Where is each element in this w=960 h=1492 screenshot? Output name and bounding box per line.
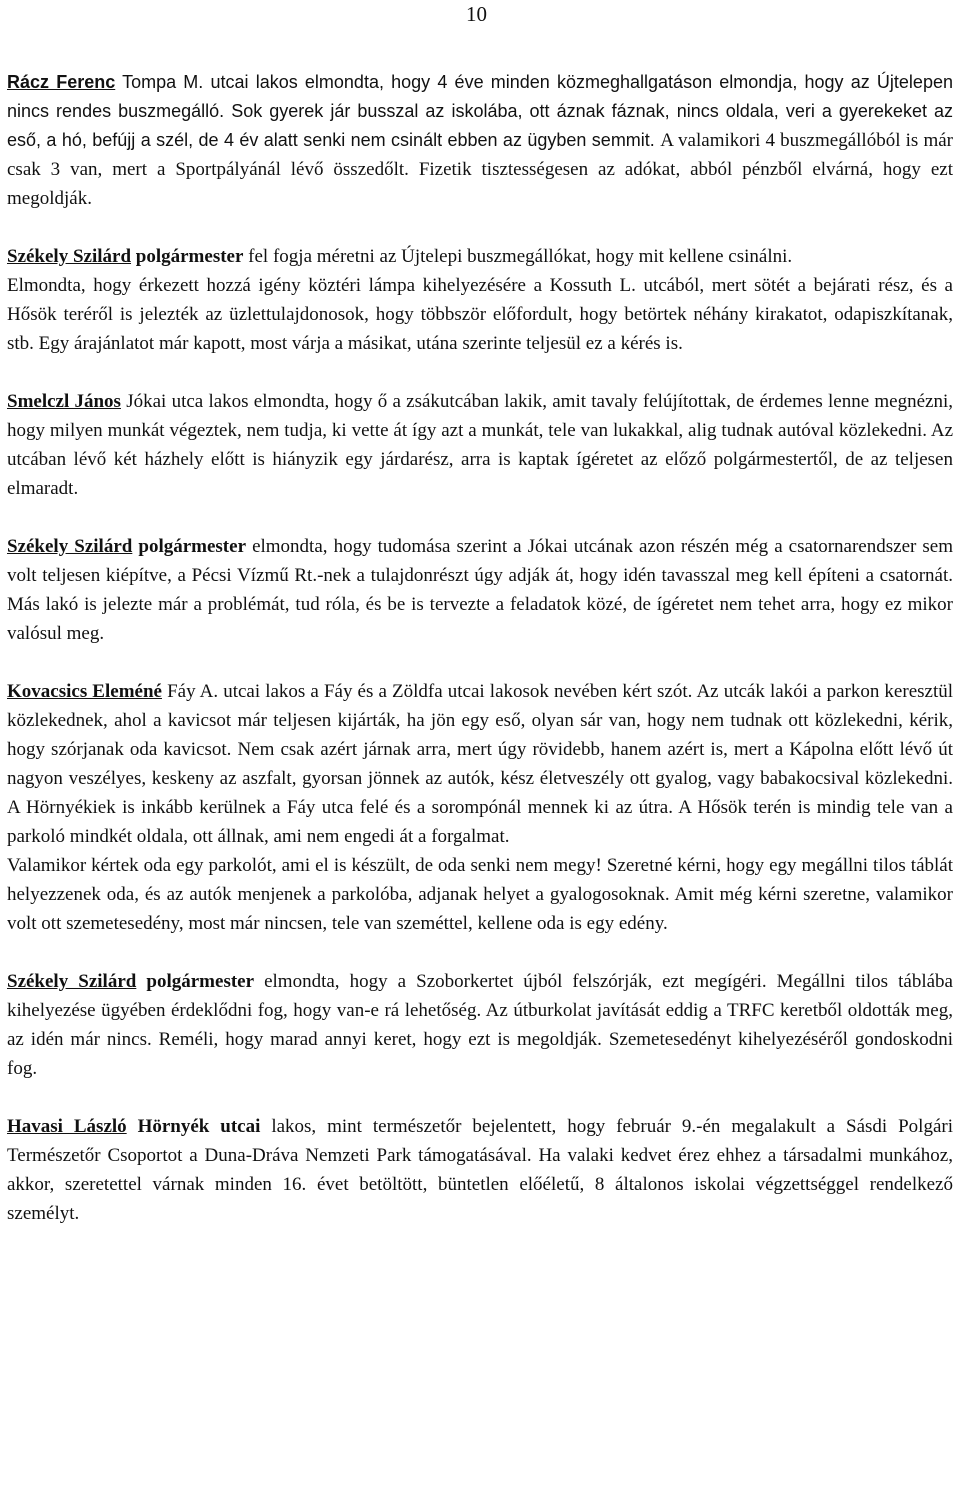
document-body (7, 68, 953, 1228)
paragraph-text: elmondta, hogy a Szoborkertet újból felszórják, ezt megígéri. Megállni tilos táblába kihelyezése ügyében érdeklődni fog, hogy van-e rá lehetőség. Az útburkolat javítását eddig a TRFC keretből oldották meg, az idén már nincs. Reméli, hogy marad annyi keret, hogy ezt is megoldják. Szemetesedényt kihelyezéséről gondoskodni fog. (7, 971, 953, 1079)
speaker-name: Székely Szilárd (7, 536, 133, 557)
paragraph-smelczl (7, 387, 953, 503)
speaker-name: Kovacsics Eleméné (7, 681, 162, 702)
speaker-name: Havasi László (7, 1116, 127, 1137)
paragraph-kovacsics (7, 677, 953, 851)
paragraph-parking (7, 851, 953, 938)
paragraph-havasi (7, 1112, 953, 1228)
paragraph-text: lakos, mint természetőr bejelentett, hogy február 9.-én megalakult a Sásdi Polgári Természetőr Csoportot a Duna-Dráva Nemzeti Park támogatásával. Ha valaki kedvet érez ehhez a társadalmi munkához, akkor, szeretettel várnak minden 16. évet betöltött, büntetlen előéletű, 8 általonos iskolai végzettséggel rendelkező személyt. (7, 1116, 953, 1224)
paragraph-mayor-1 (7, 242, 953, 271)
paragraph-text: Valamikor kértek oda egy parkolót, ami el is készült, de oda senki nem megy! Szeretné kérni, hogy egy megállni tilos táblát helyezzenek oda, és az autók menjenek a parkolóba, adjanak helyet a gyalogosoknak. Amit még kérni szeretne, valamikor volt ott szemetesedény, most már nincsen, tele van szeméttel, kellene oda is egy edény. (7, 855, 953, 934)
paragraph-text: Elmondta, hogy érkezett hozzá igény köztéri lámpa kihelyezésére a Kossuth L. utcából, mert sötét a bejárati rész, és a Hősök teréről is jelezték az üzlettulajdonosok, hogy többször előfordult, hogy betörtek néhány kirakatot, odapiszkítanak, stb. Egy árajánlatot már kapott, most várja a másikat, utána szerinte teljesül ez a kérés is. (7, 275, 953, 354)
paragraph-racz (7, 68, 953, 213)
speaker-name: Rácz Ferenc (7, 72, 116, 92)
paragraph-text: fel fogja méretni az Újtelepi buszmegállókat, hogy mit kellene csinálni. (243, 246, 793, 267)
speaker-street: Hörnyék utcai (126, 1116, 261, 1137)
speaker-role: polgármester (132, 536, 247, 557)
paragraph-text: Fáy A. utcai lakos a Fáy és a Zöldfa utcai lakosok nevében kért szót. Az utcák lakói a parkon keresztül közlekednek, ahol a kavicsot már teljesen kijárták, ha jön egy eső, olyan sár van, hogy nem tudnak ott közlekedni, kérik, hogy szórjanak oda kavicsot. Nem csak azért járnak arra, mert úgy rövidebb, hanem azért is, mert a Kápolna előtt lévő út nagyon veszélyes, keskeny az aszfalt, gyorsan jönnek az autók, kész életveszély ott gyalog, vagy babakocsival közlekedni. A Hörnyékiek is inkább kerülnek a Fáy utca felé és a sorompónál mennek ki az útra. A Hősök terén is mindig tele van a parkoló mindkét oldala, ott állnak, ami nem engedi át a forgalmat. (7, 681, 954, 847)
paragraph-lamp (7, 271, 953, 358)
speaker-role: polgármester (136, 971, 255, 992)
speaker-role: polgármester (131, 246, 244, 267)
paragraph-text: A valamikori 4 buszmegállóból is már csak 3 van, mert a Sportpályánál lévő összedőlt. (7, 130, 953, 180)
speaker-name: Székely Szilárd (7, 971, 137, 992)
paragraph-text: elmondta, hogy tudomása szerint a Jókai utcának azon részén még a csatornarendszer sem volt teljesen kiépítve, a Pécsi Vízmű Rt.-nek a tulajdonrészt úgy adják át, hogy idén tavasszal meg kell építeni a csatornát. Más lakó is jelezte már a problémát, tud róla, és be is tervezte a feladatok közé, de ígéretet nem tehet arra, hogy ez mikor valósul meg. (7, 536, 953, 644)
speaker-name: Székely Szilárd (7, 246, 132, 267)
page-number: 10 (466, 2, 487, 26)
paragraph-text: Jókai utca lakos elmondta, hogy ő a zsákutcában lakik, amit tavaly felújítottak, de érdemes lenne megnézni, hogy milyen munkát végeztek, nem tudja, ki vette át így azt a munkát, tele van lukakkal, alig tudnak autóval közlekedni. Az utcában lévő két házhely előtt is hiányzik egy járdarész, arra is kaptak ígéretet az előző polgármestertől, de az teljesen elmaradt. (7, 391, 953, 499)
paragraph-mayor-3 (7, 967, 953, 1083)
paragraph-text: Tompa M. utcai lakos elmondta, hogy 4 éve minden közmeghallgatáson elmondja, hogy az Újtelepen nincs rendes buszmegálló. Sok gyerek jár busszal az iskolába, ott áznak fáznak, nincs oldala, veri a gyerekeket az eső, a hó, befújj a szél, de 4 év alatt senki nem csinált ebben az ügyben semmit. (7, 72, 953, 150)
paragraph-text: Fizetik tisztességesen az adókat, abból pénzből elvárná, hogy ezt megoldják. (7, 159, 953, 209)
speaker-name: Smelczl János (7, 391, 121, 412)
paragraph-mayor-2 (7, 532, 953, 648)
